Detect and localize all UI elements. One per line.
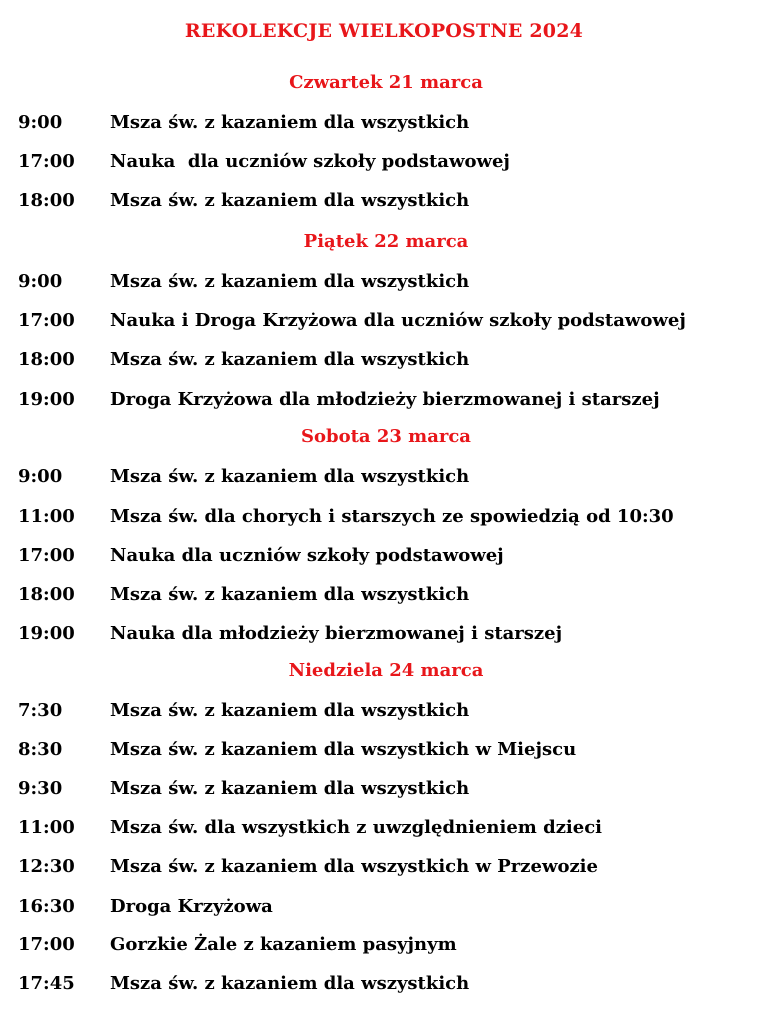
event-description: Msza św. z kazaniem dla wszystkich (110, 584, 470, 605)
event-description: Msza św. dla chorych i starszych ze spowiedzią od 10:30 (110, 506, 674, 527)
page-title: REKOLEKCJE WIELKOPOSTNE 2024 (184, 20, 584, 42)
event-time: 9:00 (18, 271, 63, 292)
event-description: Nauka i Droga Krzyżowa dla uczniów szkoły podstawowej (110, 310, 686, 331)
event-time: 18:00 (18, 584, 75, 605)
event-description: Nauka dla uczniów szkoły podstawowej (110, 545, 504, 566)
event-time: 16:30 (18, 896, 75, 917)
event-description: Msza św. z kazaniem dla wszystkich (110, 466, 470, 487)
schedule-row (0, 504, 768, 530)
event-description: Msza św. z kazaniem dla wszystkich (110, 349, 470, 370)
event-description: Msza św. z kazaniem dla wszystkich (110, 112, 470, 133)
schedule-row (0, 971, 768, 997)
event-time: 12:30 (18, 856, 75, 877)
schedule-row (0, 894, 768, 920)
schedule-row (0, 815, 768, 841)
event-time: 17:00 (18, 934, 75, 955)
schedule-row (0, 854, 768, 880)
event-description: Droga Krzyżowa (110, 896, 273, 917)
event-description: Msza św. z kazaniem dla wszystkich (110, 700, 470, 721)
event-description: Msza św. dla wszystkich z uwzględnieniem dzieci (110, 817, 603, 838)
event-time: 9:30 (18, 778, 63, 799)
event-time: 9:00 (18, 466, 63, 487)
day-heading-friday: Piątek 22 marca (303, 231, 469, 252)
event-description: Msza św. z kazaniem dla wszystkich (110, 973, 470, 994)
event-description: Gorzkie Żale z kazaniem pasyjnym (110, 934, 457, 955)
event-time: 19:00 (18, 623, 75, 644)
schedule-row (0, 621, 768, 647)
event-time: 17:45 (18, 973, 75, 994)
schedule-row (0, 932, 768, 958)
schedule-row (0, 698, 768, 724)
event-time: 7:30 (18, 700, 63, 721)
event-time: 19:00 (18, 389, 75, 410)
event-description: Msza św. z kazaniem dla wszystkich w Miejscu (110, 739, 577, 760)
schedule-row (0, 110, 768, 136)
event-description: Nauka dla młodzieży bierzmowanej i starszej (110, 623, 563, 644)
schedule-row (0, 149, 768, 175)
event-time: 17:00 (18, 545, 75, 566)
event-description: Droga Krzyżowa dla młodzieży bierzmowanej i starszej (110, 389, 660, 410)
event-time: 18:00 (18, 190, 75, 211)
day-heading-sunday: Niedziela 24 marca (288, 660, 484, 681)
event-time: 18:00 (18, 349, 75, 370)
event-description: Msza św. z kazaniem dla wszystkich (110, 190, 470, 211)
schedule-row (0, 464, 768, 490)
schedule-row (0, 776, 768, 802)
schedule-row (0, 308, 768, 334)
schedule-row (0, 582, 768, 608)
event-description: Msza św. z kazaniem dla wszystkich (110, 778, 470, 799)
event-description: Msza św. z kazaniem dla wszystkich (110, 271, 470, 292)
schedule-row (0, 188, 768, 214)
event-time: 17:00 (18, 310, 75, 331)
schedule-row (0, 737, 768, 763)
event-description: Nauka dla uczniów szkoły podstawowej (110, 151, 510, 172)
event-time: 9:00 (18, 112, 63, 133)
event-time: 17:00 (18, 151, 75, 172)
event-description: Msza św. z kazaniem dla wszystkich w Przewozie (110, 856, 598, 877)
day-heading-saturday: Sobota 23 marca (301, 426, 471, 447)
event-time: 8:30 (18, 739, 63, 760)
schedule-row (0, 269, 768, 295)
schedule-row (0, 387, 768, 413)
day-heading-thursday: Czwartek 21 marca (289, 72, 483, 93)
schedule-row (0, 347, 768, 373)
schedule-row (0, 543, 768, 569)
event-time: 11:00 (18, 506, 75, 527)
event-time: 11:00 (18, 817, 75, 838)
